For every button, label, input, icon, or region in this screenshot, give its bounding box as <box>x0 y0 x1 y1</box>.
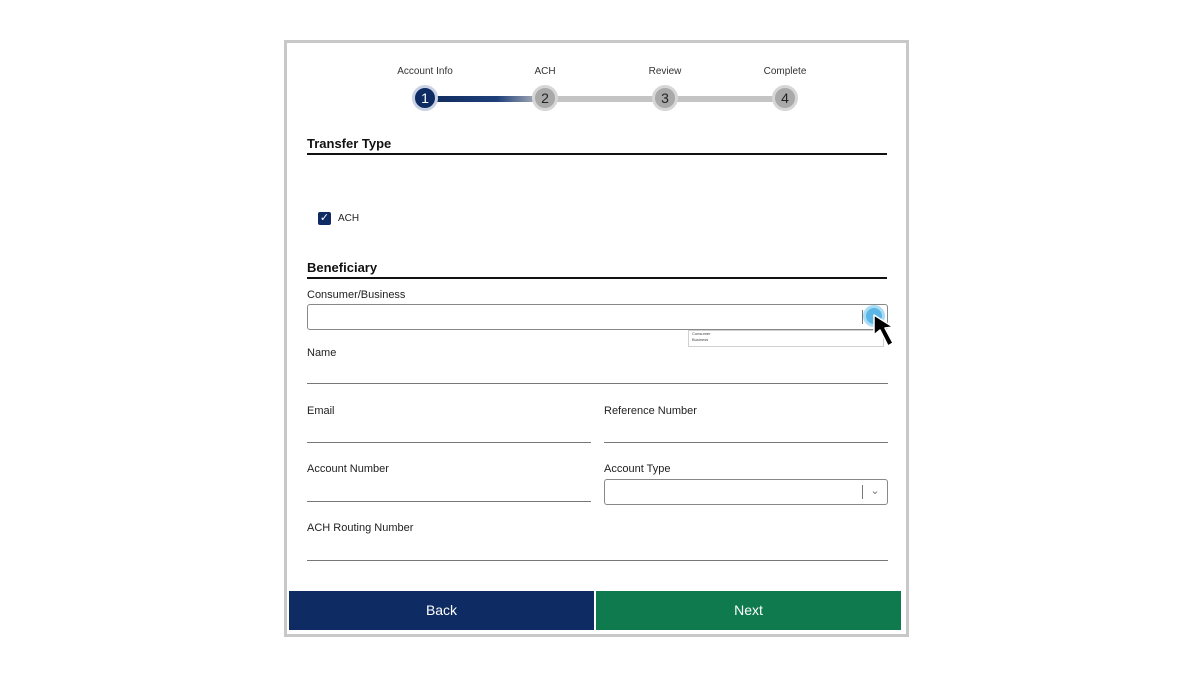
step-label: Complete <box>763 66 807 77</box>
step-label: Account Info <box>397 66 453 77</box>
beneficiary-heading: Beneficiary <box>307 260 887 279</box>
step-number: 4 <box>772 85 798 111</box>
dropdown-option-consumer[interactable]: Consumer <box>692 331 711 336</box>
step-label: ACH <box>534 66 556 77</box>
step-label: Review <box>648 66 682 77</box>
consumer-business-label: Consumer/Business <box>307 289 406 301</box>
step-review <box>620 65 710 111</box>
ach-checkbox-label: ACH <box>338 213 360 224</box>
account-number-label: Account Number <box>307 463 389 475</box>
name-label: Name <box>307 347 337 359</box>
progress-stepper <box>287 43 906 123</box>
consumer-business-dropdown <box>688 330 884 347</box>
transfer-type-heading: Transfer Type <box>307 136 887 155</box>
step-account-info <box>380 65 470 111</box>
checkmark-icon: ✓ <box>319 212 330 224</box>
ach-routing-number-input[interactable] <box>307 560 888 561</box>
account-number-input[interactable] <box>307 501 591 502</box>
ach-checkbox[interactable] <box>318 212 331 225</box>
next-button[interactable]: Next <box>596 591 901 630</box>
dropdown-option-business[interactable]: Business <box>692 337 709 342</box>
account-type-select[interactable] <box>604 479 888 505</box>
step-number: 1 <box>412 85 438 111</box>
mouse-pointer-icon <box>872 313 908 353</box>
email-label: Email <box>307 405 335 417</box>
reference-number-input[interactable] <box>604 442 888 443</box>
transfer-form <box>284 40 909 637</box>
name-input[interactable] <box>307 383 888 384</box>
consumer-business-select[interactable] <box>307 304 888 330</box>
step-ach <box>500 65 590 111</box>
chevron-down-icon: ⌄ <box>870 485 880 497</box>
step-number: 3 <box>652 85 678 111</box>
email-input[interactable] <box>307 442 591 443</box>
account-type-label: Account Type <box>604 463 671 475</box>
select-separator <box>862 485 863 499</box>
step-number: 2 <box>532 85 558 111</box>
back-button[interactable]: Back <box>289 591 594 630</box>
step-complete <box>740 65 830 111</box>
ach-routing-number-label: ACH Routing Number <box>307 522 414 534</box>
reference-number-label: Reference Number <box>604 405 697 417</box>
